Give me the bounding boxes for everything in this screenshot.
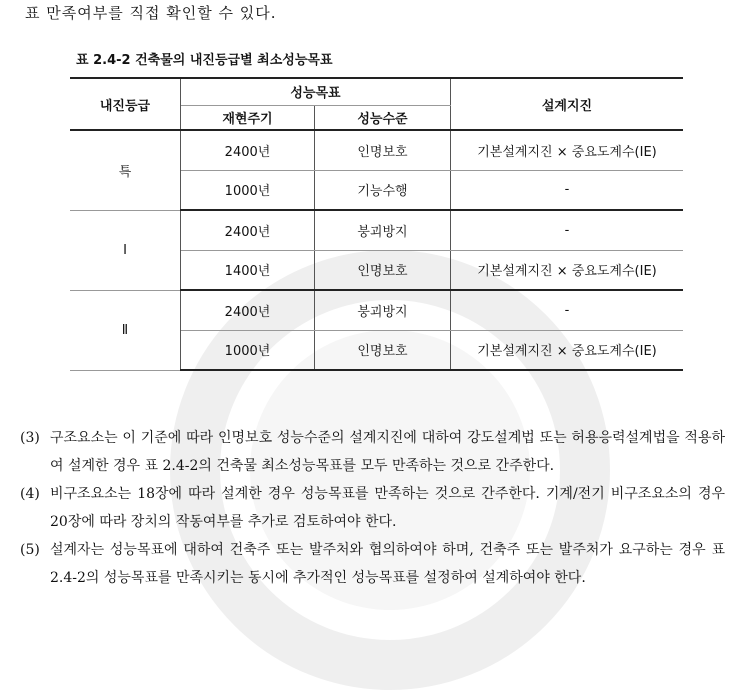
note-number: (5) (20, 542, 40, 558)
note-number: (3) (20, 430, 40, 446)
period-cell: 2400년 (181, 130, 315, 170)
design-eq-cell: 기본설계지진 × 중요도계수(IE) (451, 130, 684, 170)
period-cell: 2400년 (181, 210, 315, 250)
note-item (20, 424, 725, 480)
grade-cell: 특 (70, 130, 181, 210)
period-cell: 1000년 (181, 170, 315, 210)
header-grade: 내진등급 (70, 78, 181, 130)
period-cell: 2400년 (181, 290, 315, 330)
level-cell: 인명보호 (315, 130, 451, 170)
grade-cell: Ⅰ (70, 210, 181, 290)
header-goal: 성능목표 (181, 78, 451, 105)
header-design-eq: 설계지진 (451, 78, 684, 130)
level-cell: 인명보호 (315, 250, 451, 290)
design-eq-cell: 기본설계지진 × 중요도계수(IE) (451, 250, 684, 290)
note-text: 설계자는 성능목표에 대하여 건축주 또는 발주처와 협의하여야 하며, 건축주 또는 발주처가 요구하는 경우 표 2.4-2의 성능목표를 만족시키는 동시에 추가적인 성능목표를 설정하여 설계하여야 한다. (50, 542, 725, 586)
level-cell: 기능수행 (315, 170, 451, 210)
note-number: (4) (20, 486, 40, 502)
period-cell: 1400년 (181, 250, 315, 290)
level-cell: 붕괴방지 (315, 290, 451, 330)
grade-cell: Ⅱ (70, 290, 181, 370)
design-eq-cell: - (451, 210, 684, 250)
header-level: 성능수준 (315, 105, 451, 130)
level-cell: 붕괴방지 (315, 210, 451, 250)
period-cell: 1000년 (181, 330, 315, 370)
header-period: 재현주기 (181, 105, 315, 130)
level-cell: 인명보호 (315, 330, 451, 370)
performance-table (70, 77, 683, 371)
note-text: 비구조요소는 18장에 따라 설계한 경우 성능목표를 만족하는 것으로 간주한다. 기계/전기 비구조요소의 경우 20장에 따라 장치의 작동여부를 추가로 검토하여야 한다. (50, 486, 725, 530)
notes-list (20, 424, 725, 592)
design-eq-cell: - (451, 290, 684, 330)
note-item (20, 480, 725, 536)
table-caption: 표 2.4-2 건축물의 내진등급별 최소성능목표 (76, 53, 333, 68)
design-eq-cell: - (451, 170, 684, 210)
design-eq-cell: 기본설계지진 × 중요도계수(IE) (451, 330, 684, 370)
note-text: 구조요소는 이 기준에 따라 인명보호 성능수준의 설계지진에 대하여 강도설계법 또는 허용응력설계법을 적용하여 설계한 경우 표 2.4-2의 건축물 최소성능목표를 모두 만족하는 것으로 간주한다. (50, 430, 725, 474)
note-item (20, 536, 725, 592)
intro-line: 표 만족여부를 직접 확인할 수 있다. (25, 4, 277, 22)
